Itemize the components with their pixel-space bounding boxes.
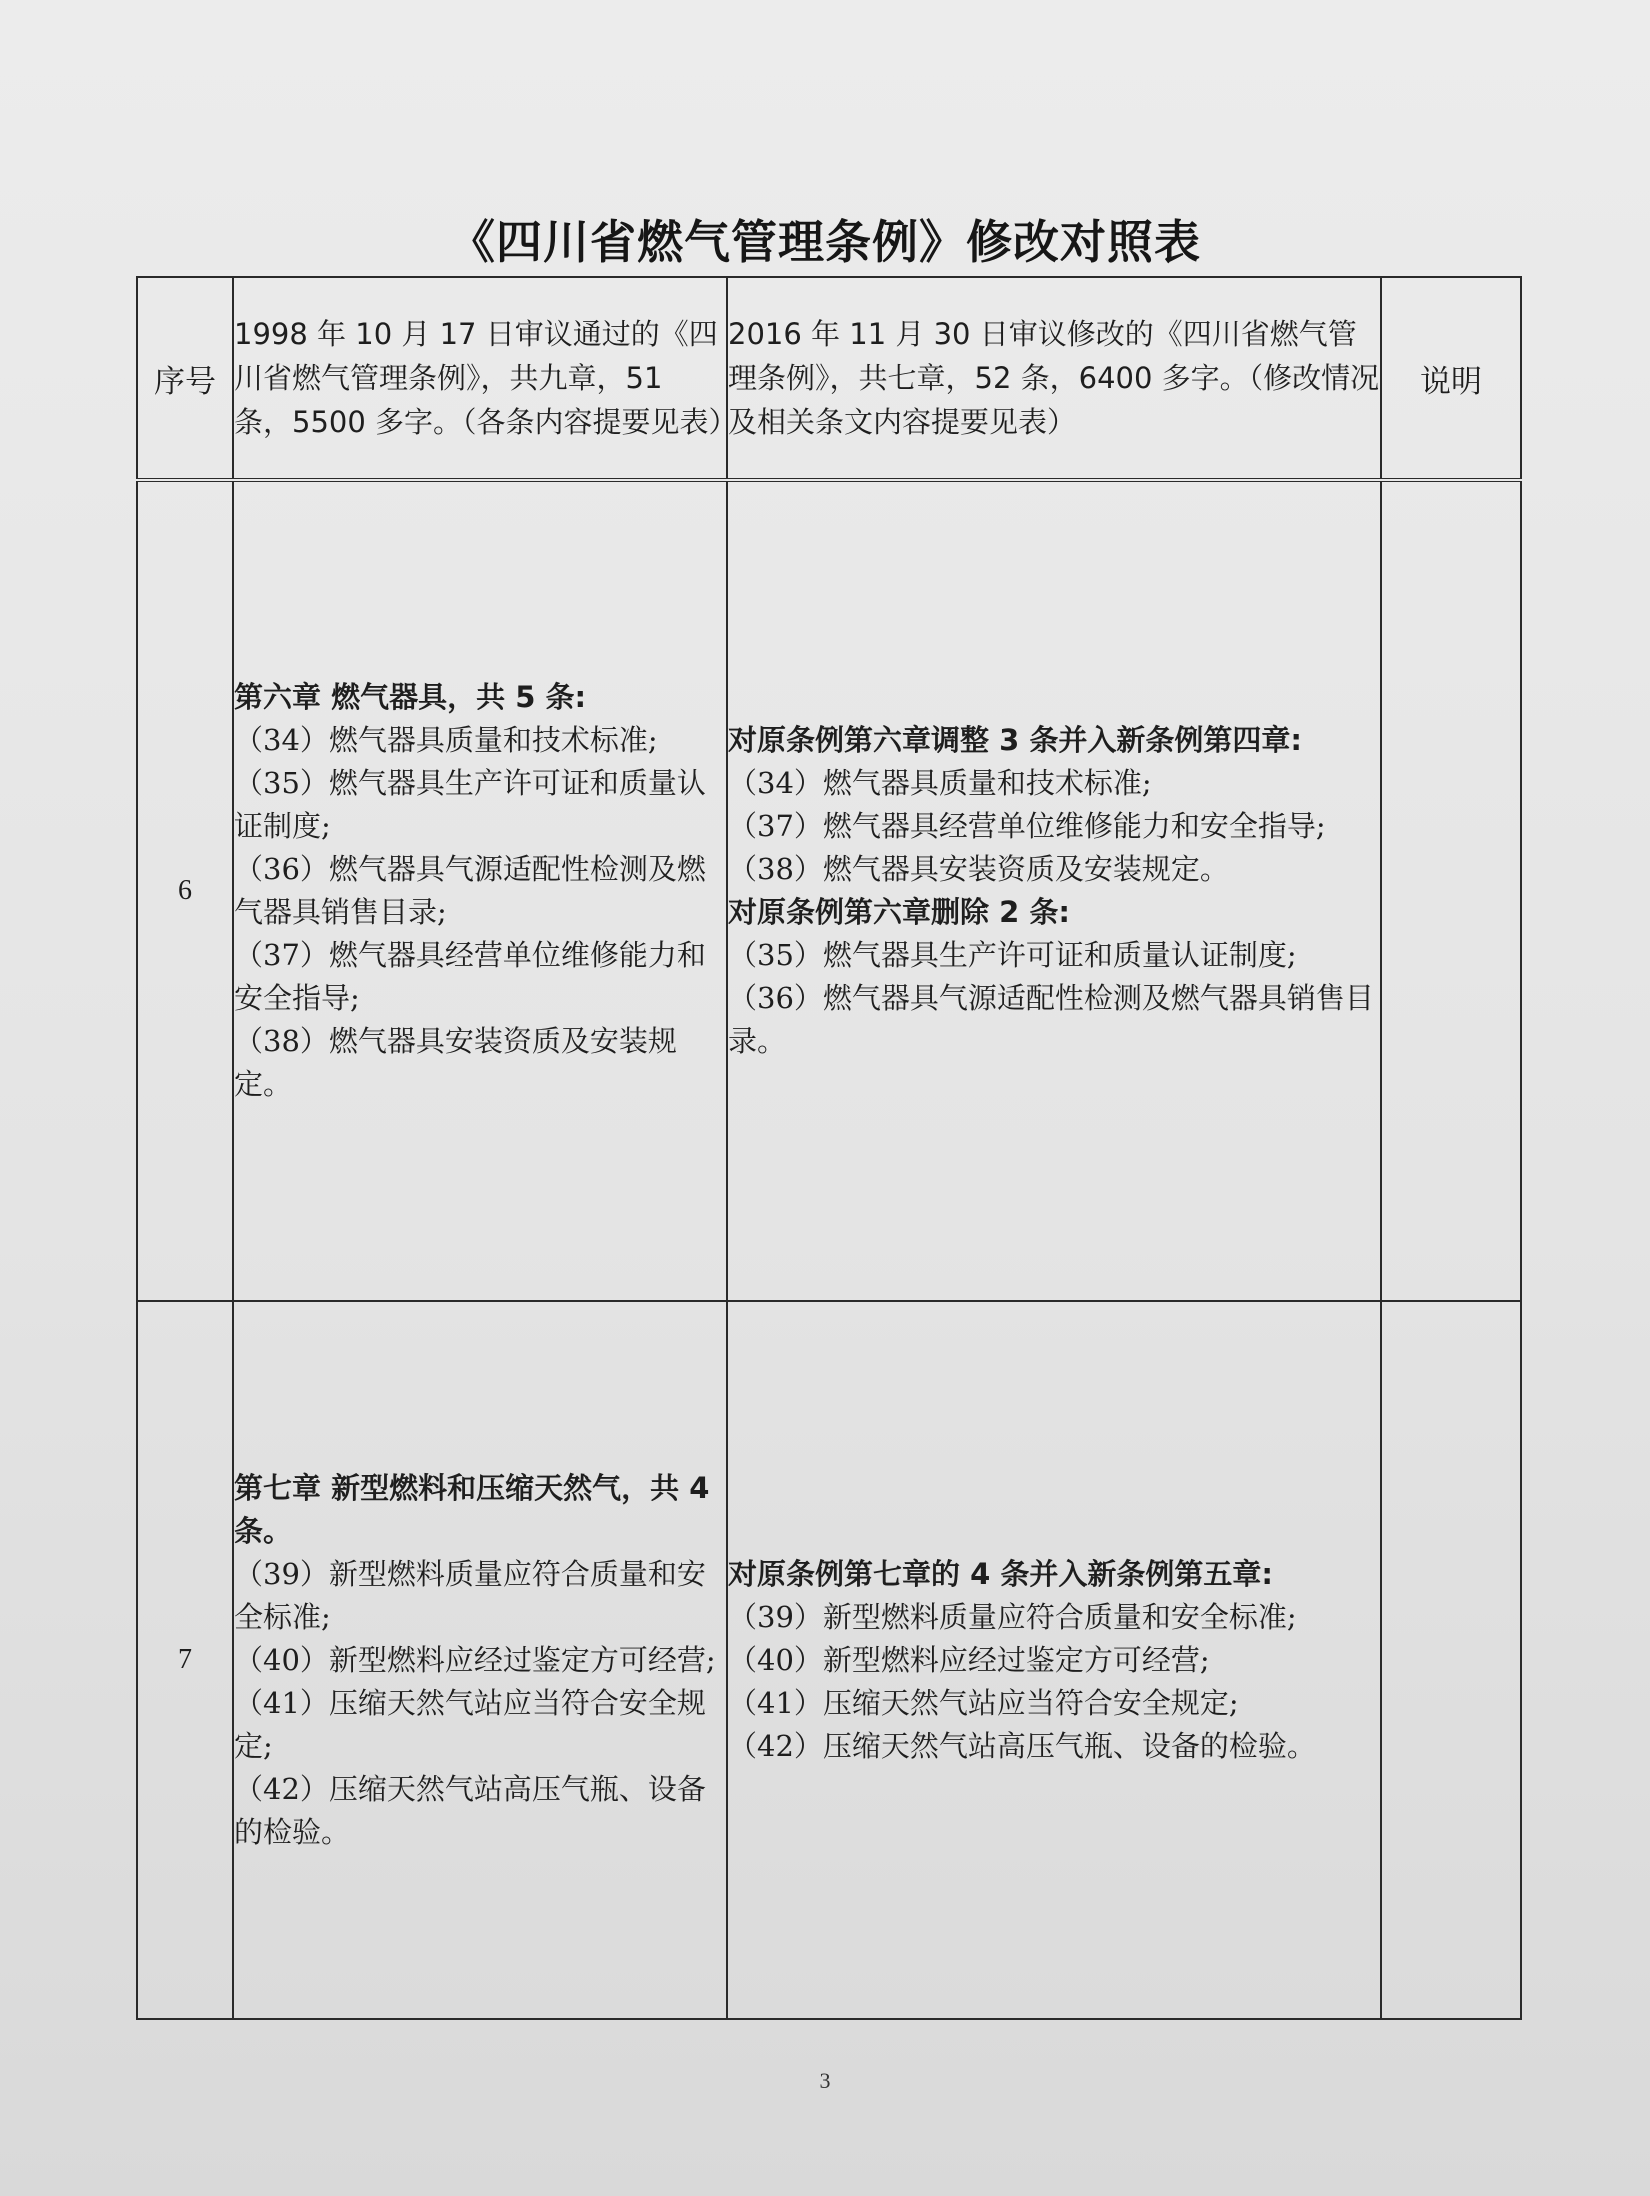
page-number: 3 [819, 2068, 831, 2093]
list-item: （36）燃气器具气源适配性检测及燃气器具销售目录。 [728, 981, 1374, 1058]
list-item: （39）新型燃料质量应符合质量和安全标准; [728, 1599, 1297, 1634]
list-item: （38）燃气器具安装资质及安装规定。 [728, 852, 1229, 886]
comparison-table [136, 276, 1522, 2020]
header-original: 1998 年 10 月 17 日审议通过的《四川省燃气管理条例》，共九章，51 条，5500 多字。（各条内容提要见表） [233, 277, 727, 480]
list-item: （37）燃气器具经营单位维修能力和安全指导; [728, 809, 1326, 843]
list-item: （35）燃气器具生产许可证和质量认证制度; [728, 938, 1297, 972]
revision-heading: 对原条例第七章的 4 条并入新条例第五章: [728, 1556, 1273, 1591]
list-item: （40）新型燃料应经过鉴定方可经营; [234, 1642, 716, 1677]
list-item: （35）燃气器具生产许可证和质量认证制度; [234, 766, 706, 843]
list-item: （36）燃气器具气源适配性检测及燃气器具销售目录; [234, 852, 706, 929]
list-item: （41）压缩天然气站应当符合安全规定; [234, 1685, 706, 1763]
list-item: （37）燃气器具经营单位维修能力和安全指导; [234, 938, 706, 1015]
list-item: （41）压缩天然气站应当符合安全规定; [728, 1685, 1239, 1720]
list-item: （34）燃气器具质量和技术标准; [728, 766, 1152, 800]
list-item: （40）新型燃料应经过鉴定方可经营; [728, 1642, 1210, 1677]
chapter-heading: 第七章 新型燃料和压缩天然气，共 4 条。 [234, 1470, 710, 1548]
table-row [137, 1301, 1521, 2019]
list-item: （34）燃气器具质量和技术标准; [234, 723, 658, 757]
list-item: （42）压缩天然气站高压气瓶、设备的检验。 [234, 1771, 706, 1849]
revision-heading: 对原条例第六章调整 3 条并入新条例第四章: [728, 723, 1302, 757]
row-index: 7 [137, 1301, 233, 2019]
table-row [137, 480, 1521, 1301]
list-item: （38）燃气器具安装资质及安装规定。 [234, 1024, 677, 1101]
revised-cell [727, 480, 1381, 1301]
list-item: （39）新型燃料质量应符合质量和安全标准; [234, 1556, 706, 1634]
table-header-row [137, 277, 1521, 480]
list-item: （42）压缩天然气站高压气瓶、设备的检验。 [728, 1728, 1316, 1763]
row-index: 6 [137, 480, 233, 1301]
original-cell [233, 1301, 727, 2019]
document-title: 《四川省燃气管理条例》修改对照表 [449, 215, 1201, 269]
note-cell [1381, 480, 1521, 1301]
header-index: 序号 [137, 277, 233, 480]
header-revised: 2016 年 11 月 30 日审议修改的《四川省燃气管理条例》，共七章，52 条，6400 多字。（修改情况及相关条文内容提要见表） [727, 277, 1381, 480]
original-cell [233, 480, 727, 1301]
revised-cell [727, 1301, 1381, 2019]
chapter-heading: 第六章 燃气器具，共 5 条: [234, 680, 587, 714]
note-cell [1381, 1301, 1521, 2019]
revision-heading: 对原条例第六章删除 2 条: [728, 895, 1070, 929]
header-note: 说明 [1381, 277, 1521, 480]
